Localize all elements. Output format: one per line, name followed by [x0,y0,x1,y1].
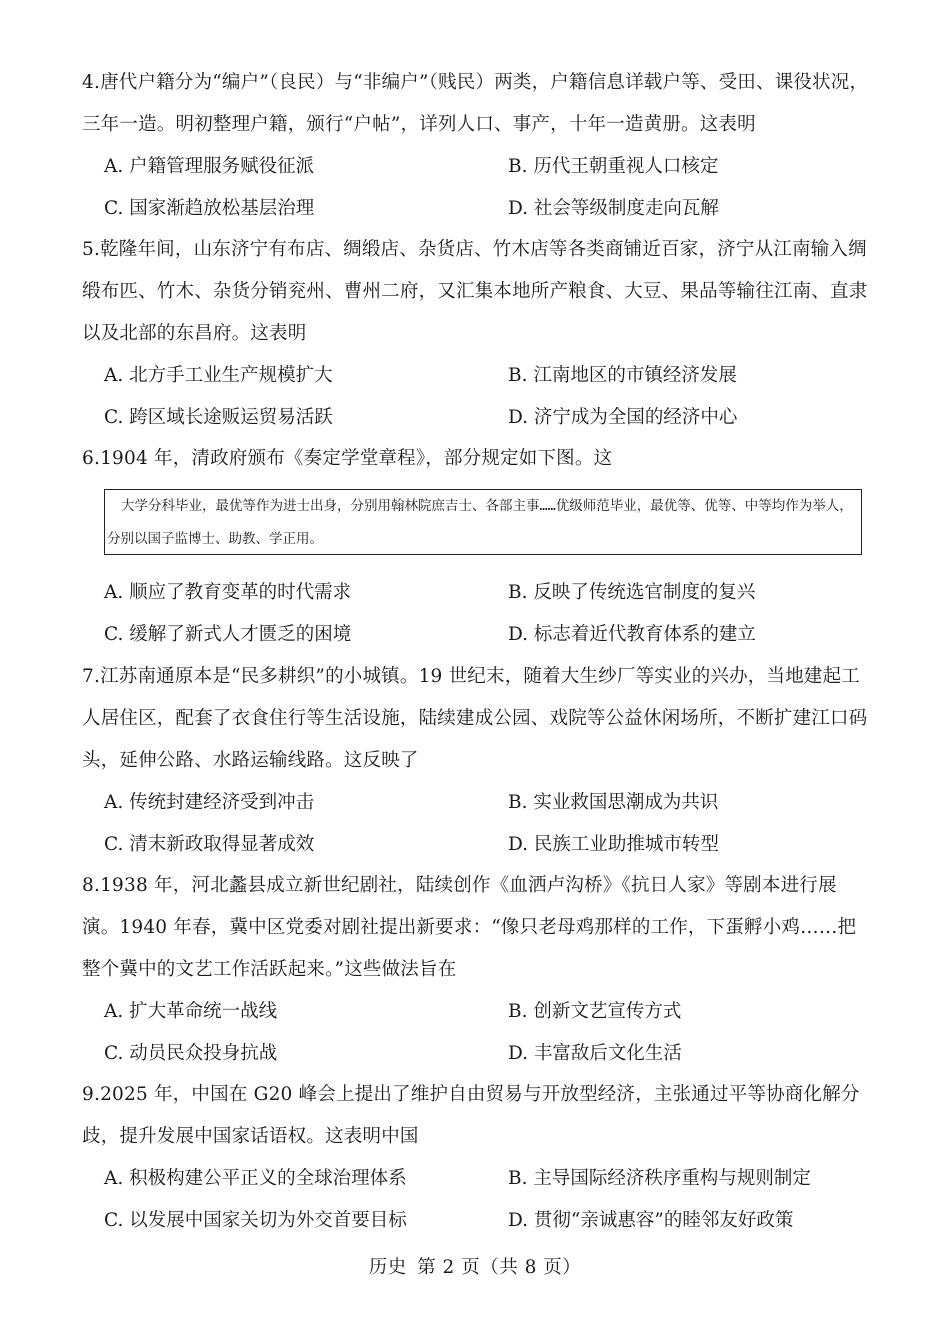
option-d[interactable]: D. 社会等级制度走向瓦解 [508,198,719,219]
option-b[interactable]: B. 江南地区的市镇经济发展 [508,365,737,386]
option-d[interactable]: D. 标志着近代教育体系的建立 [508,624,756,645]
option-d[interactable]: D. 丰富敌后文化生活 [508,1043,682,1064]
option-a[interactable]: A. 顺应了教育变革的时代需求 [104,582,352,603]
question-stem [82,229,872,355]
page-footer [0,1253,950,1283]
option-d[interactable]: D. 贯彻“亲诚惠容”的睦邻友好政策 [508,1210,794,1231]
question-9 [82,1074,872,1242]
question-number: 6. [82,448,101,469]
option-c[interactable]: C. 国家渐趋放松基层治理 [104,198,315,219]
option-b[interactable]: B. 历代王朝重视人口核定 [508,156,719,177]
question-8 [82,865,872,1075]
option-c[interactable]: C. 动员民众投身抗战 [104,1043,278,1064]
question-number: 9. [82,1084,101,1105]
question-number: 5. [82,239,101,260]
footer-subject: 历史 [368,1257,407,1278]
option-c[interactable]: C. 跨区域长途贩运贸易活跃 [104,407,333,428]
answer-options [82,782,872,866]
question-stem [82,865,872,991]
answer-options [82,1158,872,1242]
source-quote-box [104,489,862,555]
question-number: 7. [82,666,101,687]
answer-options [82,355,872,439]
question-6-options [82,572,872,656]
question-text: 1904 年，清政府颁布《奏定学堂章程》，部分规定如下图。这 [100,448,613,469]
answer-options [82,991,872,1075]
footer-page-number: 第 2 页（共 8 页） [417,1257,582,1278]
question-text: 唐代户籍分为“编户”（良民）与“非编户”（贱民）两类，户籍信息详载户等、受田、课役状况，三年一造。明初整理户籍，颁行“户帖”，详列人口、事产，十年一造黄册。这表明 [82,72,869,135]
option-d[interactable]: D. 济宁成为全国的经济中心 [508,407,738,428]
question-number: 4. [82,72,101,93]
option-a[interactable]: A. 扩大革命统一战线 [104,1001,278,1022]
answer-options [82,572,872,656]
question-7 [82,656,872,866]
option-a[interactable]: A. 积极构建公平正义的全球治理体系 [104,1168,407,1189]
option-c[interactable]: C. 清末新政取得显著成效 [104,834,315,855]
question-stem [82,62,872,146]
question-stem [82,1074,872,1158]
question-stem [82,438,872,480]
question-stem [82,656,872,782]
option-d[interactable]: D. 民族工业助推城市转型 [508,834,719,855]
question-6 [82,438,872,480]
option-c[interactable]: C. 以发展中国家关切为外交首要目标 [104,1210,407,1231]
question-text: 乾隆年间，山东济宁有布店、绸缎店、杂货店、竹木店等各类商铺近百家，济宁从江南输入绸缎布匹、竹木、杂货分销兖州、曹州二府，又汇集本地所产粮食、大豆、果品等输往江南、直隶以及北部的东昌府。这表明 [82,239,868,344]
option-a[interactable]: A. 北方手工业生产规模扩大 [104,365,333,386]
option-a[interactable]: A. 传统封建经济受到冲击 [104,792,315,813]
option-b[interactable]: B. 反映了传统选官制度的复兴 [508,582,756,603]
option-c[interactable]: C. 缓解了新式人才匮乏的困境 [104,624,352,645]
source-quote-text: 大学分科毕业，最优等作为进士出身，分别用翰林院庶吉士、各部主事……优级师范毕业，最优等、优等、中等均作为举人，分别以国子监博士、助教、学正用。 [107,498,853,547]
question-text: 江苏南通原本是“民多耕织”的小城镇。19 世纪末，随着大生纱厂等实业的兴办，当地建起工人居住区，配套了衣食住行等生活设施，陆续建成公园、戏院等公益休闲场所，不断扩建江口码头，延伸公路、水路运输线路。这反映了 [82,666,868,771]
question-text: 2025 年，中国在 G20 峰会上提出了维护自由贸易与开放型经济，主张通过平等协商化解分歧，提升发展中国家话语权。这表明中国 [82,1084,860,1147]
question-5 [82,229,872,439]
question-number: 8. [82,875,101,896]
option-b[interactable]: B. 创新文艺宣传方式 [508,1001,682,1022]
answer-options [82,146,872,230]
option-b[interactable]: B. 主导国际经济秩序重构与规则制定 [508,1168,811,1189]
question-text: 1938 年，河北蠡县成立新世纪剧社，陆续创作《血洒卢沟桥》《抗日人家》等剧本进行展演。1940 年春，冀中区党委对剧社提出新要求：“像只老母鸡那样的工作，下蛋孵小鸡……把整个冀中的文艺工作活跃起来。”这些做法旨在 [82,875,857,980]
option-b[interactable]: B. 实业救国思潮成为共识 [508,792,719,813]
question-4 [82,62,872,230]
option-a[interactable]: A. 户籍管理服务赋役征派 [104,156,315,177]
